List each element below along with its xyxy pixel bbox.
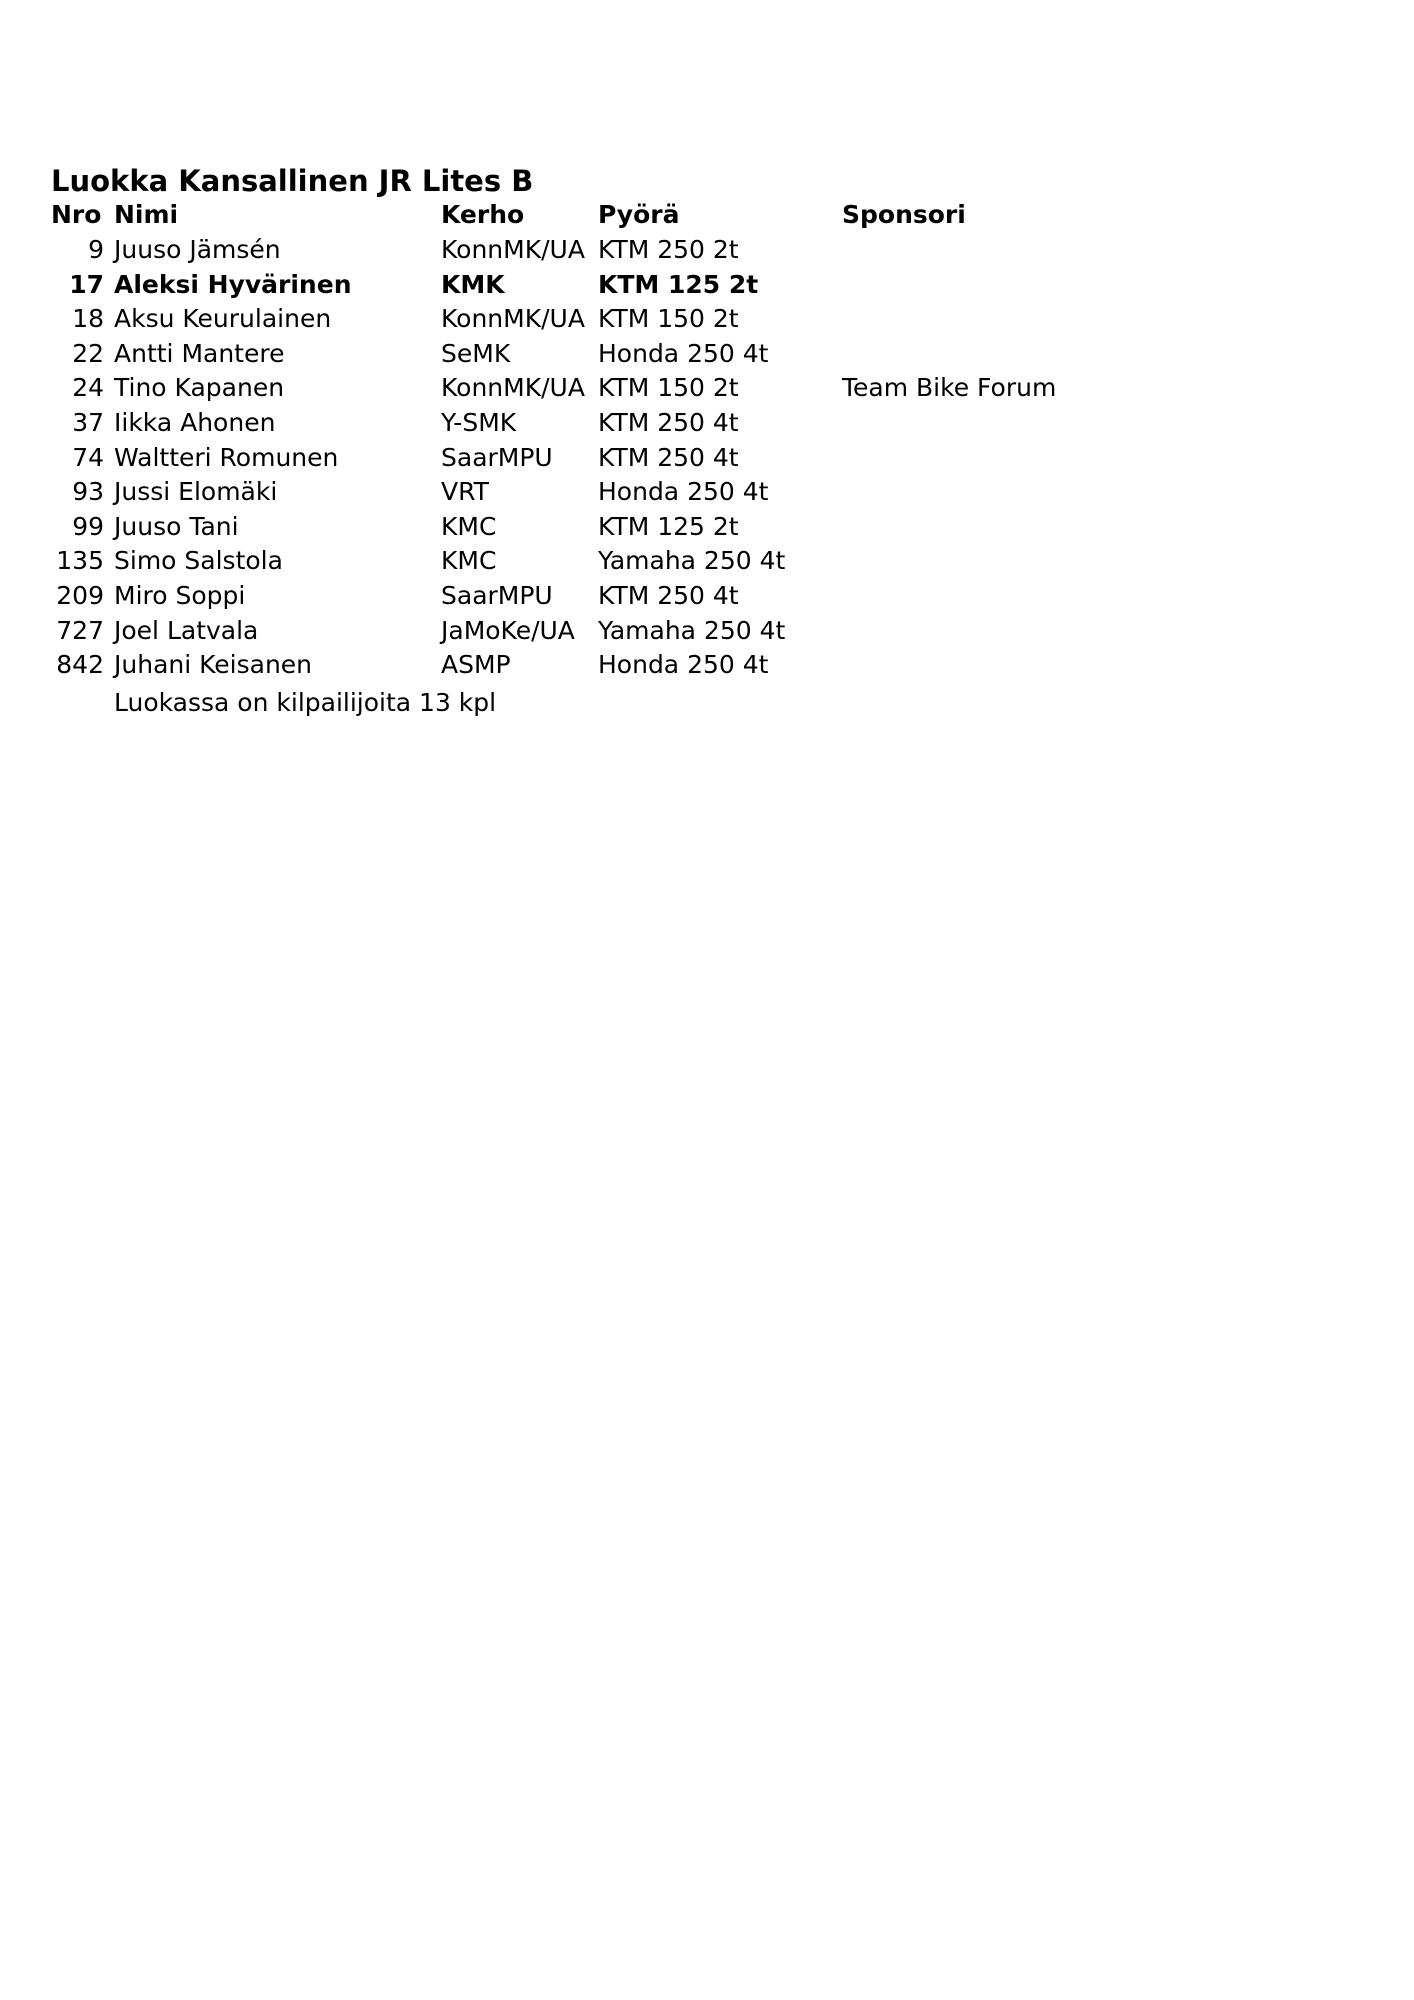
cell-pyora: Honda 250 4t (598, 477, 769, 507)
table-row (0, 475, 1414, 509)
table-row (0, 441, 1414, 475)
header-pyora: Pyörä (598, 200, 680, 229)
cell-nimi: Juuso Tani (114, 511, 239, 541)
table-row (0, 337, 1414, 371)
table-row (0, 510, 1414, 544)
cell-pyora: KTM 250 4t (598, 442, 739, 472)
cell-pyora: KTM 150 2t (598, 304, 739, 334)
cell-pyora: KTM 250 4t (598, 581, 739, 610)
cell-nro: 74 (72, 442, 104, 472)
table-row (0, 302, 1414, 336)
cell-pyora: Yamaha 250 4t (598, 546, 786, 576)
cell-nimi: Juuso Jämsén (114, 235, 281, 264)
cell-nro: 93 (72, 477, 104, 507)
cell-kerho: VRT (441, 477, 489, 507)
table-row (0, 233, 1414, 267)
cell-nro: 135 (56, 546, 104, 576)
cell-kerho: KonnMK/UA (441, 304, 585, 334)
cell-sponsori: Team Bike Forum (842, 373, 1057, 403)
class-title: Luokka Kansallinen JR Lites B (51, 164, 534, 198)
cell-kerho: JaMoKe/UA (441, 615, 575, 645)
cell-nimi: Juhani Keisanen (114, 650, 313, 680)
header-kerho: Kerho (441, 200, 525, 229)
cell-nro: 99 (72, 511, 104, 541)
cell-nimi: Jussi Elomäki (114, 477, 278, 507)
header-nro: Nro (51, 200, 102, 229)
cell-nro: 18 (72, 304, 104, 334)
cell-pyora: Honda 250 4t (598, 338, 769, 368)
header-nimi: Nimi (114, 200, 179, 229)
cell-nro: 22 (72, 338, 104, 368)
cell-nro: 37 (72, 408, 104, 437)
cell-nimi: Miro Soppi (114, 581, 246, 610)
cell-kerho: KMC (441, 546, 497, 576)
cell-nro: 209 (56, 581, 104, 610)
cell-pyora: Honda 250 4t (598, 650, 769, 680)
cell-pyora: KTM 125 2t (598, 269, 759, 299)
cell-nimi: Aksu Keurulainen (114, 304, 332, 334)
cell-kerho: KMC (441, 511, 497, 541)
table-row (0, 406, 1414, 440)
cell-nimi: Tino Kapanen (114, 373, 285, 403)
cell-kerho: SeMK (441, 338, 511, 368)
cell-nimi: Iikka Ahonen (114, 408, 276, 437)
cell-kerho: KonnMK/UA (441, 235, 585, 264)
cell-nimi: Simo Salstola (114, 546, 283, 576)
table-row (0, 648, 1414, 682)
cell-nimi: Antti Mantere (114, 338, 285, 368)
cell-kerho: KonnMK/UA (441, 373, 585, 403)
competitor-count: Luokassa on kilpailijoita 13 kpl (114, 687, 497, 717)
table-header (0, 198, 1414, 232)
table-row (0, 371, 1414, 405)
cell-nimi: Joel Latvala (114, 615, 259, 645)
cell-nro: 842 (56, 650, 104, 680)
cell-nro: 24 (72, 373, 104, 403)
table-row (0, 579, 1414, 613)
cell-pyora: Yamaha 250 4t (598, 615, 786, 645)
cell-pyora: KTM 250 4t (598, 408, 739, 437)
cell-nro: 9 (88, 235, 104, 264)
cell-kerho: ASMP (441, 650, 511, 680)
cell-pyora: KTM 250 2t (598, 235, 739, 264)
cell-kerho: KMK (441, 269, 505, 299)
table-row (0, 614, 1414, 648)
cell-kerho: SaarMPU (441, 581, 553, 610)
cell-pyora: KTM 150 2t (598, 373, 739, 403)
cell-kerho: SaarMPU (441, 442, 553, 472)
header-sponsori: Sponsori (842, 200, 966, 229)
table-row (0, 544, 1414, 578)
cell-nro: 727 (56, 615, 104, 645)
table-row (0, 268, 1414, 302)
cell-nro: 17 (69, 269, 104, 299)
cell-nimi: Waltteri Romunen (114, 442, 339, 472)
cell-kerho: Y-SMK (441, 408, 517, 437)
cell-nimi: Aleksi Hyvärinen (114, 269, 352, 299)
cell-pyora: KTM 125 2t (598, 511, 739, 541)
